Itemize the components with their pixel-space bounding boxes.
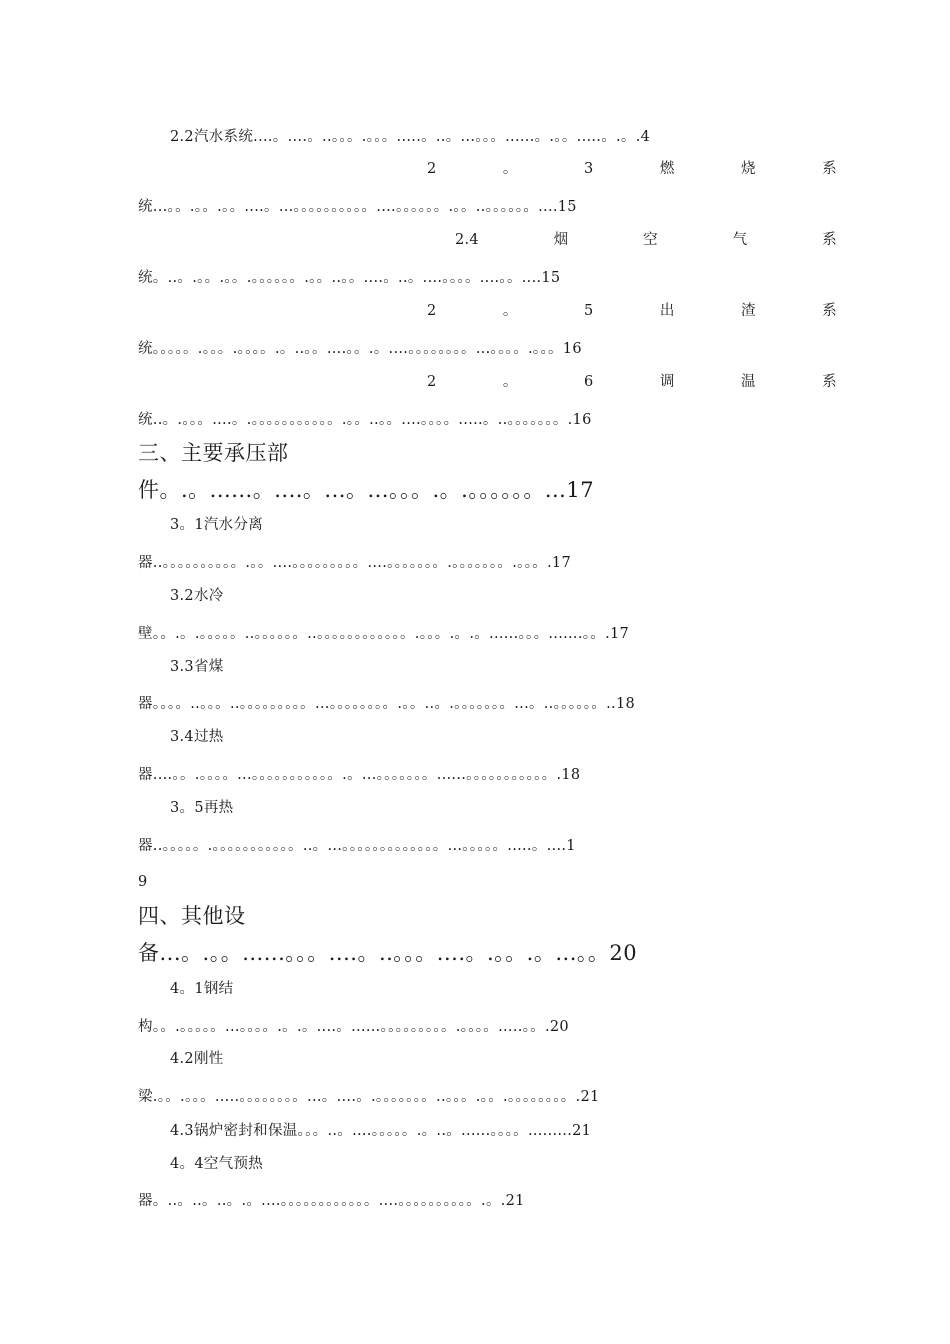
word: 调: [659, 374, 675, 390]
toc-entry-3-4-dots: 器....。。.。。。。...。。。。。。。。。。。.。...。。。。。。。......。。。。。。。。。。。.18: [138, 767, 581, 783]
toc-entry-3-3-title: 3.3省煤: [170, 659, 224, 675]
toc-entry-3-3-dots: 器。。。。..。。。..。。。。。。。。。...。。。。。。。。.。。..。.。。。。。。。...。..。。。。。。..18: [138, 696, 636, 712]
toc-entry-2-5-heading: [427, 302, 837, 320]
toc-entry-2-6-dots: 统..。.。。。....。.。。。。。。。。。。。.。。..。。....。。。。.....。..。。。。。。。.16: [138, 412, 592, 428]
word: 2.4: [455, 232, 479, 248]
toc-chapter-4-title: 四、其他设: [138, 904, 246, 928]
toc-chapter-3-title: 三、主要承压部: [138, 441, 289, 465]
word: 3: [584, 161, 594, 177]
toc-entry-3-2-title: 3.2水冷: [170, 588, 224, 604]
word: 烟: [553, 232, 569, 248]
word: 系: [822, 374, 837, 390]
toc-entry-3-5-dots: 器..。。。。。.。。。。。。。。。。。..。...。。。。。。。。。。。。。...。。。。。.....。....1: [138, 838, 576, 854]
toc-entry-4-4-dots: 器。..。..。..。.。....。。。。。。。。。。。。....。。。。。。。。。。.。.21: [138, 1193, 525, 1209]
toc-entry-2-5-dots: 统。。。。。.。。。.。。。。.。..。。....。。.。....。。。。。。。。...。。。。.。。。16: [138, 341, 582, 357]
word: 。: [502, 374, 518, 390]
toc-entry-3-1-title: 3。1汽水分离: [170, 517, 264, 533]
toc-entry-4-3: 4.3锅炉密封和保温。。。..。....。。。。。.。..。......。。。。.........21: [170, 1123, 592, 1139]
word: 空: [643, 232, 658, 248]
word: 2: [427, 374, 437, 390]
word: 2: [427, 161, 437, 177]
toc-entry-2-2: 2.2汽水系统....。....。..。。。.。。。.....。..。...。。。......。.。。.....。.。.4: [170, 129, 651, 145]
word: 。: [502, 303, 518, 319]
toc-entry-4-1-dots: 构。。.。。。。。...。。。。.。.。....。......。。。。。。。。。.。。。。.....。。.20: [138, 1019, 569, 1035]
word: 2: [427, 303, 437, 319]
toc-entry-4-2-title: 4.2刚性: [170, 1051, 224, 1067]
toc-entry-3-1-dots: 器..。。。。。。。。。。.。。....。。。。。。。。。....。。。。。。。.。。。。。。。.。。。.17: [138, 555, 571, 571]
word: 渣: [741, 303, 756, 319]
word: 系: [822, 161, 837, 177]
toc-chapter-4-dots: 备...。.。。......。。。....。..。。。....。.。。.。...。。20: [138, 941, 638, 965]
toc-entry-3-5-title: 3。5再热: [170, 800, 234, 816]
word: 燃: [659, 161, 675, 177]
word: 。: [502, 161, 518, 177]
toc-entry-2-6-heading: [427, 373, 837, 391]
word: 出: [659, 303, 675, 319]
word: 气: [732, 232, 748, 248]
toc-entry-2-4-dots: 统。..。.。。.。。.。。。。。。.。。..。。....。..。....。。。。....。。....15: [138, 270, 561, 286]
word: 系: [822, 232, 837, 248]
word: 系: [822, 303, 837, 319]
word: 5: [584, 303, 594, 319]
toc-chapter-3-dots: 件。.。......。....。...。...。。。.。.。。。。。。...17: [138, 478, 595, 502]
toc-entry-2-3-dots: 统...。。.。。.。。....。...。。。。。。。。。。....。。。。。。.。。..。。。。。。....15: [138, 199, 577, 215]
toc-entry-4-2-dots: 梁.。。.。。。.....。。。。。。。。...。....。.。。。。。。。..。。。.。。.。。。。。。。。.21: [138, 1089, 600, 1105]
toc-entry-3-2-dots: 壁。。.。.。。。。。..。。。。。。..。。。。。。。。。。。。.。。。.。.。......。。。.......。。.17: [138, 626, 630, 642]
toc-entry-4-1-title: 4。1钢结: [170, 981, 234, 997]
toc-entry-2-3-heading: [427, 160, 837, 178]
toc-entry-3-5-page-wrap: 9: [138, 874, 148, 890]
toc-entry-4-4-title: 4。4空气预热: [170, 1156, 264, 1172]
word: 烧: [741, 161, 756, 177]
toc-entry-3-4-title: 3.4过热: [170, 729, 224, 745]
word: 温: [741, 374, 756, 390]
word: 6: [584, 374, 594, 390]
toc-entry-2-4-heading: [455, 231, 837, 249]
